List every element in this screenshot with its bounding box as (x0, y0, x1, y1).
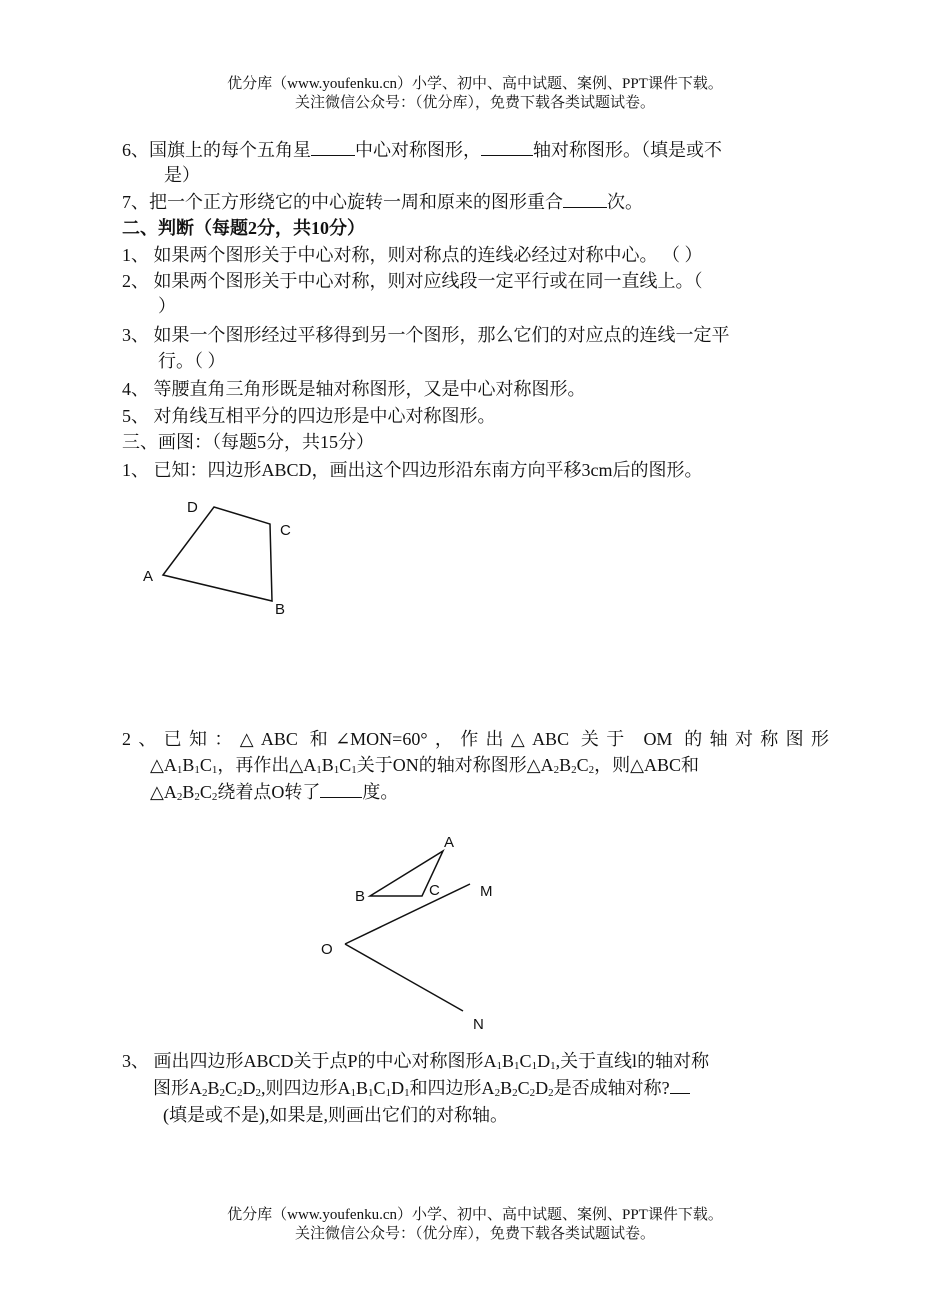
sub-1: 1 (404, 1087, 410, 1099)
q3-l2-e: ,则四边形A (261, 1078, 351, 1098)
q2-l2-g: 关于ON的轴对称图形△A (356, 755, 554, 775)
q3-l1-a: 3、 画出四边形ABCD关于点P的中心对称图形A (122, 1051, 497, 1071)
sub-2: 2 (529, 1087, 536, 1099)
q3-l2-b: B (207, 1078, 220, 1098)
question-7-text-a: 7、把一个正方形绕它的中心旋转一周和原来的图形重合 (122, 192, 563, 212)
sub-1: 1 (514, 1060, 520, 1072)
q3-l2-a: 图形A (153, 1078, 202, 1098)
question-3-blank[interactable] (670, 1077, 690, 1094)
label-m: M (480, 883, 493, 900)
sub-1: 1 (176, 764, 183, 776)
label-a: A (444, 834, 455, 851)
q3-l2-c: C (225, 1078, 238, 1098)
label-c: C (280, 522, 291, 539)
q2-l3-a: △A (150, 782, 177, 802)
sub-1: 1 (316, 764, 322, 776)
sub-1: 1 (496, 1060, 503, 1072)
q3-l1-e: ,关于直线l的轴对称 (555, 1051, 710, 1071)
q2-l2-j: ，则△ABC和 (594, 755, 699, 775)
page-header-line-2: 关注微信公众号：（优分库），免费下载各类试题试卷。 (294, 95, 655, 111)
judge-question-2-line-1: 2、 如果两个图形关于中心对称，则对应线段一定平行或在同一直线上。（ (122, 271, 703, 291)
q2-l2-e: B (321, 755, 334, 775)
draw-heading: 三、画图：（每题5分，共15分） (122, 432, 374, 452)
q3-l2-j: B (500, 1078, 513, 1098)
question-6-text-a: 6、国旗上的每个五角星 (122, 140, 311, 160)
q3-l2-i: 和四边形A (409, 1078, 495, 1098)
draw-question-2-line-1-text: 2、已知：△ABC 和∠MON=60°，作出△ABC 关于 OM 的轴对称图形 (122, 729, 829, 749)
draw-question-3-line-3: (填是或不是),如果是,则画出它们的对称轴。 (163, 1105, 508, 1125)
q2-l2-f: C (339, 755, 352, 775)
question-6-line-2: 是） (164, 165, 200, 185)
sub-2: 2 (255, 1087, 262, 1099)
sub-2: 2 (553, 764, 560, 776)
q2-l3-d: 绕着点O转了 (217, 782, 321, 802)
judge-question-3-line-1: 3、 如果一个图形经过平移得到另一个图形，那么它们的对应点的连线一定平 (122, 325, 730, 345)
q2-l3-c: C (199, 782, 212, 802)
q3-l2-g: C (373, 1078, 386, 1098)
question-6-text-c: 轴对称图形。（填是或不 (533, 140, 722, 160)
sub-2: 2 (571, 764, 577, 776)
q2-l3-e: 度。 (362, 782, 399, 802)
sub-2: 2 (548, 1087, 554, 1099)
q3-l2-k: C (517, 1078, 530, 1098)
sub-1: 1 (194, 764, 200, 776)
sub-1: 1 (333, 764, 340, 776)
sub-2: 2 (194, 791, 200, 803)
sub-1: 1 (531, 1060, 538, 1072)
q2-l2-h: B (559, 755, 572, 775)
q2-l2-a: △A (150, 755, 177, 775)
q3-l2-d: D (242, 1078, 256, 1098)
sub-2: 2 (494, 1087, 501, 1099)
judge-question-5: 5、 对角线互相平分的四边形是中心对称图形。 (122, 406, 496, 426)
judge-heading: 二、判断（每题2分，共10分） (122, 218, 365, 238)
sub-2: 2 (237, 1087, 243, 1099)
sub-1: 1 (368, 1087, 374, 1099)
sub-1: 1 (211, 764, 218, 776)
question-6-text-b: 中心对称图形， (355, 140, 481, 160)
label-c: C (429, 882, 440, 899)
q3-l2-l: D (535, 1078, 549, 1098)
q3-l2-m: 是否成轴对称? (553, 1078, 670, 1098)
q3-l1-c: C (519, 1051, 532, 1071)
q2-l2-i: C (576, 755, 589, 775)
page-footer-line-1: 优分库（www.youfenku.cn）小学、初中、高中试题、案例、PPT课件下载。 (227, 1207, 723, 1223)
judge-question-3-line-2: 行。（ ） (158, 351, 226, 371)
label-d: D (187, 499, 198, 516)
draw-question-1: 1、 已知：四边形ABCD，画出这个四边形沿东南方向平移3cm后的图形。 (122, 460, 703, 480)
sub-2: 2 (588, 764, 595, 776)
sub-2: 2 (211, 791, 218, 803)
sub-1: 1 (351, 764, 357, 776)
q3-l1-b: B (502, 1051, 515, 1071)
label-b: B (275, 601, 286, 618)
sub-1: 1 (550, 1060, 556, 1072)
q2-l3-b: B (182, 782, 195, 802)
q2-l2-d: ，再作出△A (217, 755, 317, 775)
label-b: B (355, 888, 366, 905)
page-footer-line-2: 关注微信公众号：（优分库），免费下载各类试题试卷。 (294, 1226, 655, 1242)
page-header-line-1: 优分库（www.youfenku.cn）小学、初中、高中试题、案例、PPT课件下载。 (227, 76, 723, 92)
judge-question-1: 1、 如果两个图形关于中心对称，则对称点的连线必经过对称中心。 （ ） (122, 245, 703, 265)
q3-l2-h: D (391, 1078, 405, 1098)
draw-question-3-line-1 (122, 1049, 709, 1073)
question-7-text-b: 次。 (607, 192, 643, 212)
sub-1: 1 (350, 1087, 357, 1099)
sub-2: 2 (202, 1087, 208, 1099)
judge-question-2-line-2: ） (158, 296, 176, 316)
label-o: O (321, 941, 333, 958)
sub-2: 2 (512, 1087, 518, 1099)
ray-on (345, 944, 463, 1011)
sub-2: 2 (219, 1087, 226, 1099)
sub-1: 1 (385, 1087, 392, 1099)
q3-l1-d: D (537, 1051, 551, 1071)
q2-l2-b: B (182, 755, 195, 775)
sub-2: 2 (176, 791, 183, 803)
label-a: A (143, 568, 154, 585)
q2-l2-c: C (199, 755, 212, 775)
draw-question-3-line-2 (153, 1076, 690, 1100)
q3-l2-f: B (356, 1078, 369, 1098)
judge-question-4: 4、 等腰直角三角形既是轴对称图形，又是中心对称图形。 (122, 379, 586, 399)
label-n: N (473, 1016, 484, 1033)
